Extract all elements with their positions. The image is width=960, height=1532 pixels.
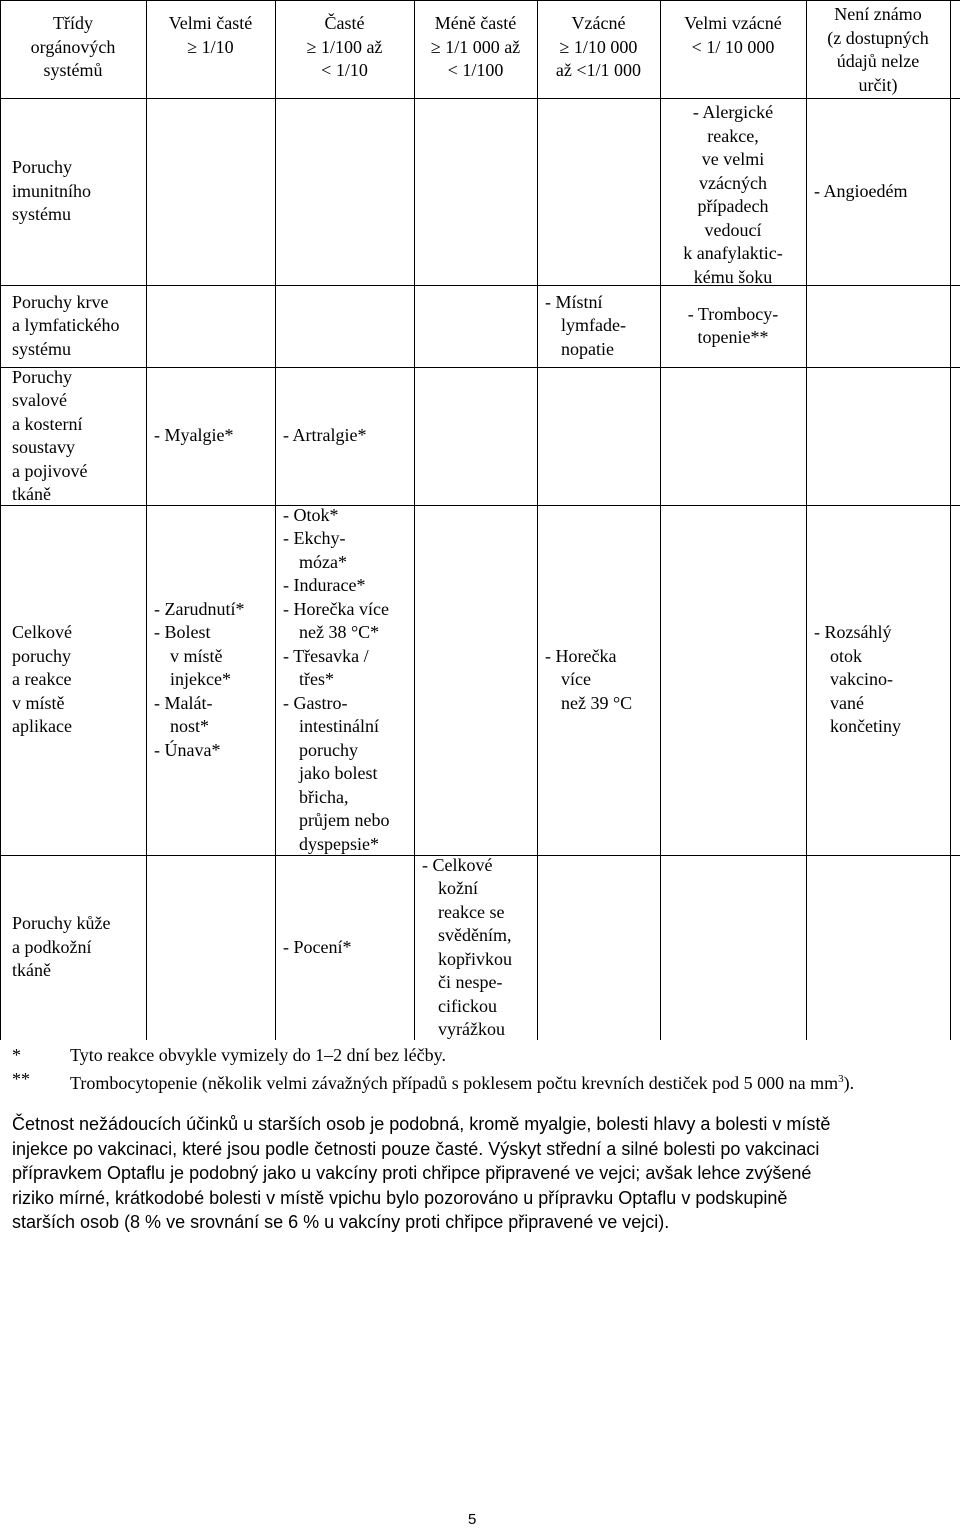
cell-line: k anafylaktic- bbox=[683, 243, 783, 263]
cell-line: vané bbox=[830, 692, 864, 713]
cell-line: aplikace bbox=[12, 716, 72, 737]
cell-line: průjem nebo bbox=[299, 810, 390, 831]
cell-line: svalové bbox=[12, 390, 67, 410]
cell-line: případech bbox=[697, 196, 769, 216]
cell-line: - Místní bbox=[545, 291, 603, 312]
cell-line: reakce, bbox=[707, 125, 759, 146]
cell-line: ≥ 1/1 000 až bbox=[430, 36, 521, 57]
cell-line: Poruchy bbox=[12, 157, 72, 178]
reaction-cell bbox=[154, 598, 273, 763]
organ-class-cell bbox=[12, 156, 148, 227]
cell-line: vakcino- bbox=[830, 669, 893, 690]
footnote-2 bbox=[12, 1068, 952, 1092]
grid-vline bbox=[275, 0, 276, 1040]
cell-line: - Rozsáhlý bbox=[814, 622, 892, 643]
cell-line: svěděním, bbox=[438, 925, 512, 945]
grid-vline bbox=[806, 0, 807, 1040]
footnote-2-line bbox=[70, 1068, 854, 1096]
cell-line: jako bolest bbox=[299, 763, 378, 784]
reaction-cell bbox=[545, 645, 658, 716]
cell-line: systému bbox=[12, 338, 72, 359]
cell-line: třes* bbox=[299, 669, 334, 690]
cell-line: otok bbox=[830, 645, 863, 666]
footnote-2-mark: ** bbox=[12, 1069, 30, 1089]
reaction-cell bbox=[814, 180, 948, 204]
cell-line: < 1/100 bbox=[447, 60, 504, 80]
cell-line: (z dostupných bbox=[827, 27, 929, 48]
cell-line: břicha, bbox=[299, 786, 349, 807]
cell-line: ve velmi bbox=[701, 149, 765, 169]
cell-line: móza* bbox=[299, 551, 347, 572]
organ-class-cell bbox=[12, 291, 148, 362]
paragraph-line: Četnost nežádoucích účinků u starších osob je podobná, kromě myalgie, bolesti hlavy a bolesti v místě bbox=[12, 1114, 831, 1134]
grid-vline bbox=[0, 0, 1, 1040]
cell-line: určit) bbox=[858, 74, 898, 95]
cell-line: Poruchy bbox=[12, 366, 72, 387]
cell-line: - Ekchy- bbox=[283, 528, 346, 549]
cell-line: < 1/10 bbox=[321, 60, 368, 80]
cell-line: lymfade- bbox=[561, 315, 626, 336]
footnote-2-superscript: 3 bbox=[838, 1073, 844, 1085]
cell-line: Poruchy kůže bbox=[12, 913, 111, 934]
cell-line: - Horečka více bbox=[283, 598, 389, 619]
reaction-cell bbox=[660, 101, 806, 289]
page-number: 5 bbox=[468, 1511, 477, 1528]
cell-line: a reakce bbox=[12, 669, 72, 690]
cell-line: kopřivkou bbox=[438, 948, 512, 969]
grid-vline bbox=[537, 0, 538, 1040]
cell-line: vyrážkou bbox=[438, 1019, 505, 1039]
header-cell bbox=[537, 12, 660, 83]
cell-line: systémů bbox=[43, 60, 103, 80]
cell-line: a kosterní bbox=[12, 413, 83, 434]
footnote-2-after: ). bbox=[843, 1073, 855, 1093]
cell-line: Méně časté bbox=[434, 13, 517, 33]
cell-line: - Pocení* bbox=[283, 936, 352, 957]
cell-line: soustavy bbox=[12, 437, 75, 457]
cell-line: v místě bbox=[12, 692, 65, 713]
header-cell bbox=[275, 12, 414, 83]
cell-line: končetiny bbox=[830, 716, 901, 737]
reaction-cell bbox=[545, 291, 658, 362]
paragraph-line: starších osob (8 % ve srovnání se 6 % u vakcíny proti chřipce připravené ve vejci). bbox=[12, 1212, 670, 1232]
cell-line: nost* bbox=[170, 716, 210, 737]
cell-line: nopatie bbox=[561, 338, 614, 359]
grid-hline bbox=[0, 285, 960, 286]
paragraph-line: injekce po vakcinaci, které jsou podle četnosti pouze časté. Výskyt střední a silné bolesti po vakcinaci bbox=[12, 1138, 820, 1159]
cell-line: a podkožní bbox=[12, 936, 92, 957]
cell-line: intestinální bbox=[299, 716, 379, 737]
cell-line: údajů nelze bbox=[836, 51, 920, 71]
cell-line: dyspepsie* bbox=[299, 833, 379, 854]
cell-line: v místě bbox=[170, 645, 223, 666]
cell-line: < 1/ 10 000 bbox=[691, 36, 775, 57]
cell-line: - Myalgie* bbox=[154, 425, 234, 446]
cell-line: - Indurace* bbox=[283, 575, 366, 596]
footnote-1-mark: * bbox=[12, 1045, 21, 1065]
cell-line: orgánových bbox=[30, 36, 116, 57]
cell-line: vedoucí bbox=[704, 219, 762, 240]
cell-line: imunitního bbox=[12, 180, 92, 201]
paragraph-line: riziko mírné, krátkodobé bolesti v místě vpichu bylo pozorováno u přípravku Optaflu v podskupině bbox=[12, 1187, 788, 1208]
reaction-cell bbox=[283, 936, 412, 960]
cell-line: cifickou bbox=[438, 995, 497, 1016]
cell-line: Celkové bbox=[12, 622, 72, 643]
cell-line: poruchy bbox=[12, 645, 71, 666]
cell-line: - Trombocy- bbox=[687, 303, 779, 324]
reaction-cell bbox=[660, 303, 806, 350]
cell-line: či nespe- bbox=[438, 972, 503, 992]
cell-line: injekce* bbox=[170, 669, 231, 690]
cell-line: Vzácné bbox=[571, 13, 626, 33]
cell-line: - Alergické bbox=[692, 102, 774, 122]
header-cell bbox=[0, 12, 146, 83]
cell-line: Časté bbox=[324, 13, 365, 33]
reaction-cell bbox=[814, 621, 948, 739]
cell-line: - Artralgie* bbox=[283, 425, 367, 446]
grid-hline bbox=[0, 98, 960, 99]
cell-line: vzácných bbox=[699, 172, 767, 193]
organ-class-cell bbox=[12, 621, 148, 739]
cell-line: více bbox=[561, 669, 591, 690]
cell-line: - Celkové bbox=[422, 854, 493, 875]
header-cell bbox=[806, 3, 950, 97]
cell-line: ≥ 1/10 000 bbox=[559, 36, 638, 57]
cell-line: tkáně bbox=[12, 960, 51, 981]
grid-hline bbox=[0, 0, 960, 1]
cell-line: - Bolest bbox=[154, 622, 211, 643]
header-cell bbox=[660, 12, 806, 59]
header-cell bbox=[146, 12, 275, 59]
cell-line: - Zarudnutí* bbox=[154, 598, 245, 619]
footnote-2-text: Trombocytopenie (několik velmi závažných případů s poklesem počtu krevních destiček pod 5 000 na mm bbox=[70, 1073, 839, 1093]
cell-line: a pojivové bbox=[12, 460, 88, 481]
footnote-1 bbox=[12, 1044, 446, 1068]
cell-line: a lymfatického bbox=[12, 315, 120, 336]
cell-line: než 38 °C* bbox=[299, 622, 380, 643]
cell-line: Velmi časté bbox=[168, 13, 253, 33]
cell-line: až <1/1 000 bbox=[555, 60, 642, 80]
grid-vline bbox=[414, 0, 415, 1040]
cell-line: tkáně bbox=[12, 484, 51, 504]
cell-line: reakce se bbox=[438, 901, 505, 922]
cell-line: - Únava* bbox=[154, 739, 221, 760]
cell-line: Poruchy krve bbox=[12, 291, 109, 312]
grid-vline bbox=[950, 0, 951, 1040]
cell-line: než 39 °C bbox=[561, 692, 633, 713]
reaction-cell bbox=[422, 854, 535, 1042]
reaction-cell bbox=[283, 424, 412, 448]
cell-line: Velmi vzácné bbox=[684, 13, 782, 33]
footnote-1-text: Tyto reakce obvykle vymizely do 1–2 dní bez léčby. bbox=[70, 1045, 446, 1065]
cell-line: - Otok* bbox=[283, 504, 339, 525]
cell-line: kožní bbox=[438, 878, 478, 898]
organ-class-cell bbox=[12, 912, 148, 983]
header-cell bbox=[414, 12, 537, 83]
cell-line: - Třesavka / bbox=[283, 645, 369, 666]
cell-line: - Angioedém bbox=[814, 181, 908, 201]
cell-line: kému šoku bbox=[693, 266, 773, 287]
cell-line: - Gastro- bbox=[283, 692, 348, 713]
summary-paragraph bbox=[12, 1112, 942, 1235]
cell-line: topenie** bbox=[697, 327, 769, 347]
organ-class-cell bbox=[12, 366, 148, 507]
cell-line: - Malát- bbox=[154, 692, 213, 713]
reaction-cell bbox=[154, 424, 273, 448]
reaction-cell bbox=[283, 504, 412, 857]
cell-line: ≥ 1/10 bbox=[187, 36, 234, 57]
cell-line: ≥ 1/100 až bbox=[306, 36, 383, 57]
cell-line: Třídy bbox=[53, 13, 93, 33]
cell-line: poruchy bbox=[299, 739, 358, 760]
paragraph-line: přípravkem Optaflu je podobný jako u vakcíny proti chřipce připravené ve vejci; avšak lehce zvýšené bbox=[12, 1163, 812, 1183]
cell-line: - Horečka bbox=[545, 645, 617, 666]
cell-line: systému bbox=[12, 204, 72, 225]
cell-line: Není známo bbox=[834, 4, 922, 24]
